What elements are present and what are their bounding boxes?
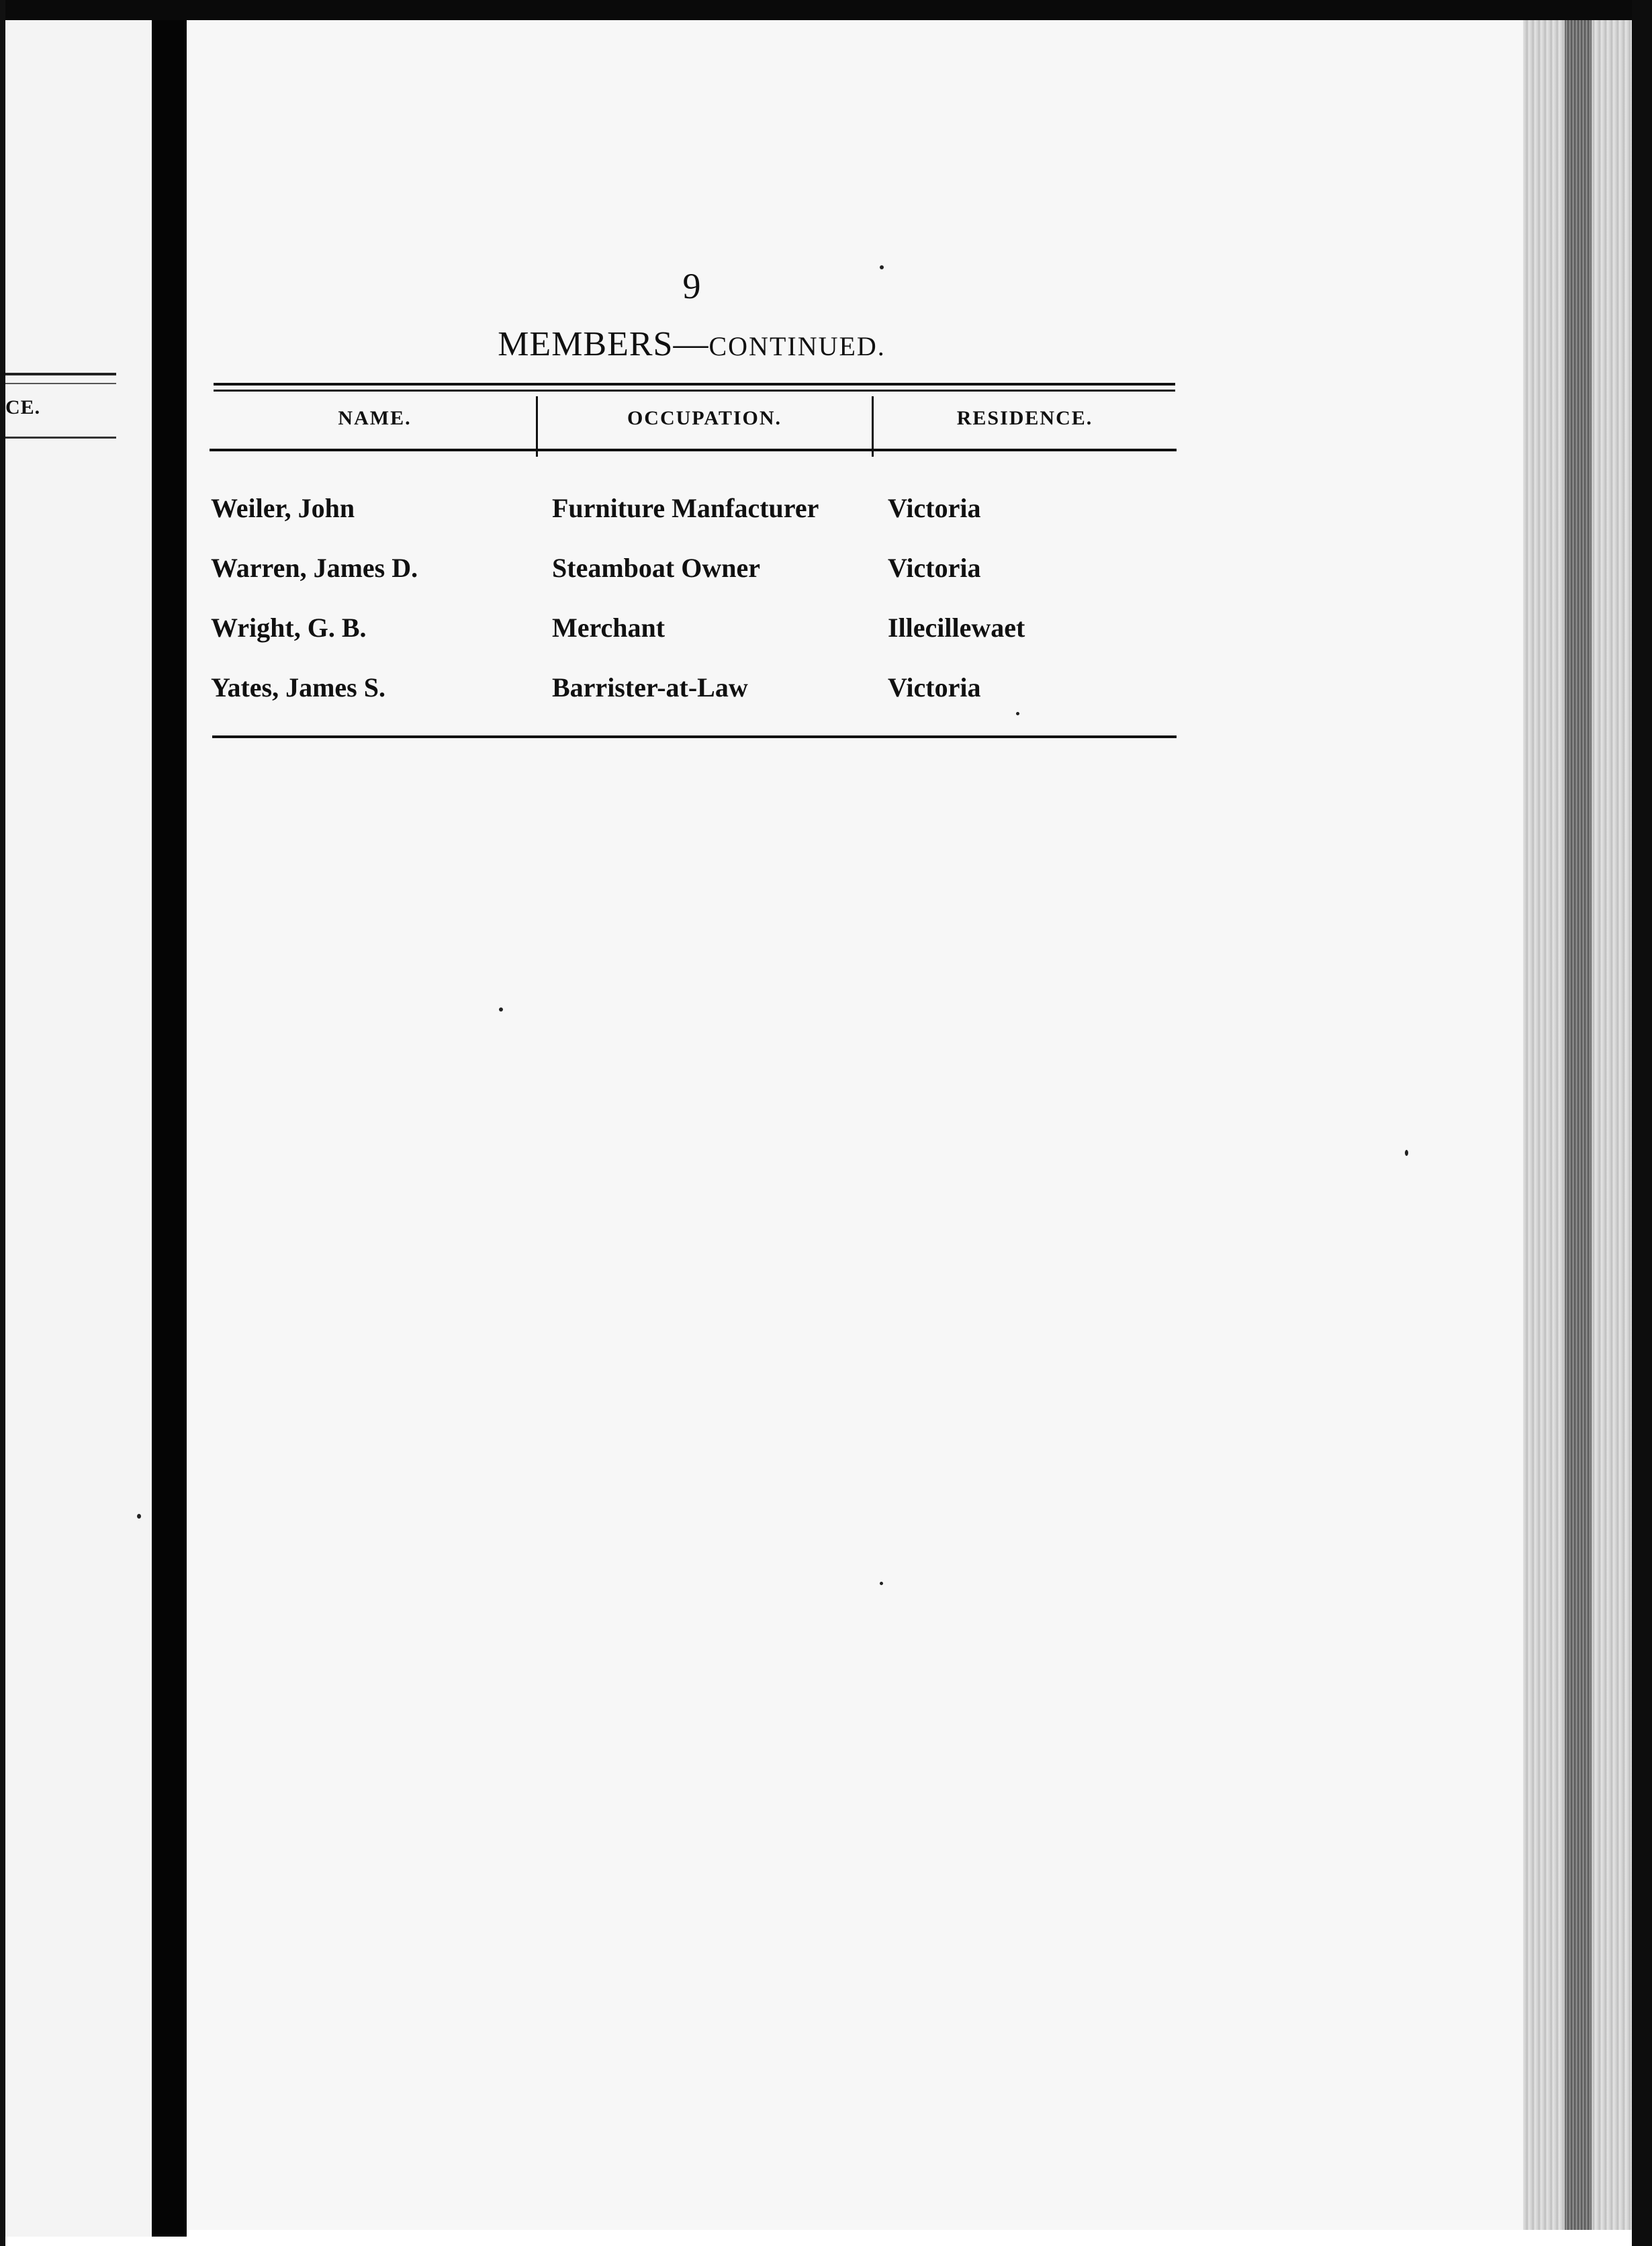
section-title [0, 324, 1383, 364]
page-edges-shadow [1565, 20, 1592, 2230]
cell-residence: Victoria [888, 672, 981, 703]
header-name: NAME. [338, 407, 412, 429]
table-row [0, 552, 1383, 606]
scan-frame-top [0, 0, 1652, 20]
cell-name: Warren, James D. [211, 553, 418, 583]
scan-speck [880, 265, 884, 269]
cell-occupation: Barrister-at-Law [552, 672, 748, 703]
adjacent-page-rule [5, 437, 116, 439]
adjacent-page-column-heading: CE. [5, 396, 41, 418]
cell-residence: Victoria [888, 553, 981, 583]
scan-speck [137, 1514, 141, 1519]
table-row [0, 612, 1383, 666]
table-top-rule-inner [214, 390, 1175, 392]
cell-residence: Illecillewaet [888, 613, 1025, 643]
header-residence: RESIDENCE. [956, 407, 1093, 429]
table-bottom-rule [212, 735, 1177, 738]
table-row [0, 672, 1383, 725]
section-title-main: MEMBERS— [498, 325, 709, 363]
scan-speck [1405, 1150, 1408, 1156]
cell-name: Weiler, John [211, 493, 355, 523]
cell-occupation: Furniture Manfacturer [552, 493, 819, 523]
section-title-continued: CONTINUED. [708, 331, 886, 361]
table-header-rule [210, 449, 1177, 451]
scan-frame-right [1632, 0, 1652, 2246]
cell-name: Wright, G. B. [211, 613, 367, 643]
page-number: 9 [682, 266, 701, 306]
scan-speck [499, 1007, 503, 1012]
scan-speck [880, 1582, 883, 1585]
adjacent-page-rule [5, 383, 116, 384]
table-row [0, 492, 1383, 546]
header-occupation: OCCUPATION. [627, 407, 782, 429]
cell-occupation: Steamboat Owner [552, 553, 760, 583]
table-top-rule [214, 383, 1175, 386]
cell-name: Yates, James S. [211, 672, 385, 703]
cell-occupation: Merchant [552, 613, 666, 643]
adjacent-page-rule [5, 373, 116, 375]
scan-speck [1016, 712, 1019, 715]
cell-residence: Victoria [888, 493, 981, 523]
